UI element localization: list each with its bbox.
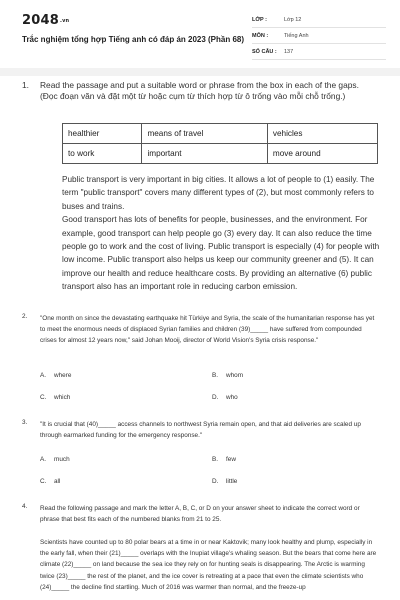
question-number: 2. (22, 313, 28, 320)
option-a[interactable] (40, 372, 71, 379)
option-letter: C. (40, 478, 47, 485)
reading-passage (62, 173, 380, 294)
question-number: 4. (22, 503, 28, 510)
option-text: little (226, 478, 238, 485)
option-text: all (54, 478, 61, 485)
option-text: much (54, 456, 70, 463)
question-text: "It is crucial that (40)_____ access channels to northwest Syria remain open, and that aid deliveries are scaled up through earmarked funding for the emergency response." (40, 421, 361, 440)
meta-row-subject (252, 28, 386, 44)
option-d[interactable] (212, 478, 237, 485)
meta-row-count (252, 44, 386, 60)
question-2 (22, 313, 384, 413)
option-text: where (54, 372, 72, 379)
word-box-cell: healthier (63, 124, 142, 144)
meta-key: SỐ CÂU : (252, 48, 277, 55)
question-text: "One month on since the devastating earthquake hit Türkiye and Syria, the scale of the humanitarian response has yet to meet the enormous needs of displaced Syrian families and children (39)_____ have suffered from compounded crises for almost 12 years now," said Johan Mooij, director of World Vision's Syria crisis response." (40, 315, 375, 345)
word-box-cell: important (142, 144, 267, 164)
word-box-row (63, 144, 378, 164)
meta-key: MÔN : (252, 32, 269, 39)
option-text: which (54, 394, 71, 401)
meta-info-table (252, 12, 386, 60)
word-box-row (63, 124, 378, 144)
meta-row-grade (252, 12, 386, 28)
logo-text: 2048 (22, 13, 59, 28)
question-instruction: Read the following passage and mark the letter A, B, C, or D on your answer sheet to indicate the correct word or phrase that best fits each of the numbered blanks from 21 to 25. (40, 505, 360, 524)
option-text: whom (226, 372, 244, 379)
meta-value: Tiếng Anh (284, 32, 309, 39)
option-b[interactable] (212, 372, 243, 379)
word-box-cell: to work (63, 144, 142, 164)
passage-paragraph: Public transport is very important in big cities. It allows a lot of people to (1) easily. The term "public transport" covers many different types of (2), but most commonly refers to buses and trains. (62, 175, 375, 211)
option-letter: D. (212, 394, 219, 401)
option-letter: B. (212, 372, 219, 379)
option-d[interactable] (212, 394, 238, 401)
question-number: 3. (22, 419, 28, 426)
logo-suffix: .vn (59, 17, 70, 24)
question-4 (22, 503, 384, 600)
option-letter: D. (212, 478, 219, 485)
option-text: who (226, 394, 238, 401)
option-text: few (226, 456, 236, 463)
option-letter: B. (212, 456, 219, 463)
option-a[interactable] (40, 456, 70, 463)
word-box-table (62, 123, 378, 164)
option-letter: A. (40, 372, 47, 379)
option-letter: A. (40, 456, 47, 463)
meta-value: Lớp 12 (284, 16, 302, 23)
question-number: 1. (22, 80, 29, 90)
passage-paragraph: Good transport has lots of benefits for people, businesses, and the environment. For example, good transport can help people go (3) every day. It can also reduce the time people go to work and the cost of living. Public transport is especially (4) for people with low income. Public transport also helps us keep our community greener and (5). It can improve our health and reduce healthcare costs. By providing an alternative (6) public transport also has an important role in reducing carbon emission. (62, 215, 380, 292)
option-b[interactable] (212, 456, 236, 463)
question-instruction: Read the passage and put a suitable word or phrase from the box in each of the gaps. (Đọc đoạn văn và đặt một từ hoặc cụm từ thích hợp từ ô trống vào mỗi chỗ trống.) (40, 80, 359, 102)
question-3 (22, 419, 384, 499)
page-title: Trắc nghiệm tổng hợp Tiếng anh có đáp án 2023 (Phần 68) (22, 35, 245, 44)
meta-key: LỚP : (252, 16, 267, 23)
word-box-cell: vehicles (267, 124, 377, 144)
meta-value: 137 (284, 48, 294, 55)
section-divider (0, 68, 400, 76)
word-box-cell: move around (267, 144, 377, 164)
site-logo[interactable] (22, 13, 69, 28)
page-header (0, 0, 400, 66)
option-c[interactable] (40, 478, 60, 485)
reading-passage: Scientists have counted up to 80 polar bears at a time in or near Kaktovik; many look healthy and plump, especially in the early fall, when their (21)_____ overlaps with the Inupiat village's whaling season. But the bears that come here are climate (22)_____ on land because the sea ice they rely on for hunting seals is disappearing. The Arctic is warming twice (23)_____ the rest of the planet, and the ice cover is retreating at a pace that even the climate scientists who (24)_____ the decline find startling. Much of 2016 was warmer than normal, and the freeze-up (40, 539, 377, 591)
option-c[interactable] (40, 394, 70, 401)
word-box-cell: means of travel (142, 124, 267, 144)
option-letter: C. (40, 394, 47, 401)
